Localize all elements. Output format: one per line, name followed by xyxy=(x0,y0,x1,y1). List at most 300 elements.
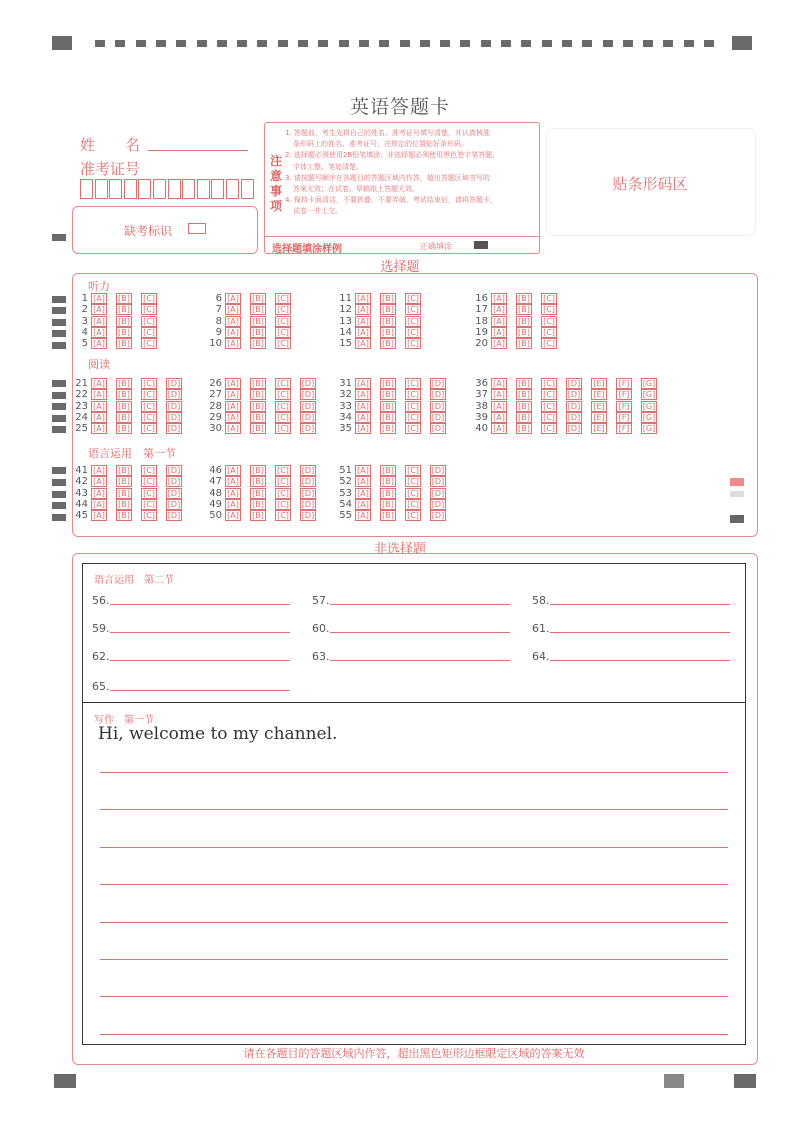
ticket-digit-box[interactable] xyxy=(138,179,151,199)
answer-bubble[interactable]: [C] xyxy=(141,488,157,499)
answer-bubble[interactable]: [D] xyxy=(431,511,445,521)
answer-bubble[interactable]: [B] xyxy=(116,510,132,521)
absent-checkbox[interactable] xyxy=(188,223,206,234)
ticket-digit-box[interactable] xyxy=(124,179,137,199)
answer-bubble[interactable]: [B] xyxy=(116,327,132,338)
answer-bubble[interactable]: [B] xyxy=(250,401,266,412)
answer-bubble[interactable]: [C] xyxy=(141,338,157,349)
answer-bubble[interactable]: [D] xyxy=(301,379,315,388)
answer-bubble[interactable]: [C] xyxy=(405,304,421,315)
answer-bubble[interactable]: [C] xyxy=(275,316,291,327)
fill-in-item[interactable] xyxy=(312,622,330,635)
answer-bubble[interactable]: [C] xyxy=(541,423,557,434)
answer-bubble[interactable]: [B] xyxy=(116,316,132,327)
answer-bubble[interactable]: [C] xyxy=(405,423,421,434)
ticket-digit-box[interactable] xyxy=(197,179,210,199)
question-number: 38 xyxy=(475,400,488,412)
answer-frame-divider xyxy=(82,702,746,703)
fill-in-underline[interactable] xyxy=(110,632,290,633)
answer-bubble[interactable]: [B] xyxy=(250,327,266,338)
answer-bubble[interactable]: [B] xyxy=(116,465,132,476)
answer-bubble[interactable]: [B] xyxy=(380,476,396,487)
ticket-digit-box[interactable] xyxy=(182,179,195,199)
answer-bubble[interactable]: [C] xyxy=(275,389,291,400)
answer-bubble[interactable]: [B] xyxy=(116,338,132,349)
answer-bubble[interactable]: [B] xyxy=(250,389,266,400)
answer-bubble[interactable]: [D] xyxy=(167,424,181,434)
answer-bubble[interactable]: [D] xyxy=(567,424,581,434)
answer-bubble[interactable]: [A] xyxy=(355,378,371,389)
answer-bubble[interactable]: [B] xyxy=(250,304,266,315)
answer-bubble[interactable]: [E] xyxy=(591,389,607,400)
ticket-digit-box[interactable] xyxy=(95,179,108,199)
answer-bubble[interactable]: [B] xyxy=(380,378,396,389)
answer-bubble[interactable]: [C] xyxy=(275,423,291,434)
answer-bubble[interactable]: [A] xyxy=(91,510,107,521)
answer-bubble[interactable]: [C] xyxy=(141,293,157,304)
writing-line[interactable] xyxy=(100,996,728,997)
answer-bubble[interactable]: [B] xyxy=(380,499,396,510)
timing-mark xyxy=(217,40,227,47)
answer-bubble[interactable]: [B] xyxy=(116,423,132,434)
answer-bubble[interactable]: [A] xyxy=(91,338,107,349)
answer-bubble[interactable]: [B] xyxy=(250,510,266,521)
answer-bubble[interactable]: [C] xyxy=(405,488,421,499)
answer-bubble[interactable]: [B] xyxy=(380,412,396,423)
answer-bubble[interactable]: [C] xyxy=(405,465,421,476)
answer-bubble[interactable]: [A] xyxy=(355,423,371,434)
answer-bubble[interactable]: [A] xyxy=(355,401,371,412)
answer-bubble[interactable]: [B] xyxy=(516,293,532,304)
answer-bubble[interactable]: [B] xyxy=(250,378,266,389)
answer-bubble[interactable]: [A] xyxy=(225,510,241,521)
answer-bubble[interactable]: [A] xyxy=(225,378,241,389)
answer-bubble[interactable]: [C] xyxy=(405,510,421,521)
answer-bubble[interactable]: [A] xyxy=(225,499,241,510)
answer-bubble[interactable]: [B] xyxy=(380,401,396,412)
timing-mark xyxy=(420,40,430,47)
answer-bubble[interactable]: [A] xyxy=(355,338,371,349)
answer-bubble[interactable]: [D] xyxy=(567,412,581,422)
choice-question-row xyxy=(472,389,666,400)
answer-bubble[interactable]: [B] xyxy=(516,338,532,349)
writing-line[interactable] xyxy=(100,809,728,810)
answer-bubble[interactable]: [B] xyxy=(250,412,266,423)
ticket-digit-box[interactable] xyxy=(109,179,122,199)
corner-marker-bottom-left xyxy=(54,1074,76,1088)
answer-bubble[interactable]: [F] xyxy=(616,412,632,423)
answer-bubble[interactable]: [C] xyxy=(275,465,291,476)
answer-bubble[interactable]: [B] xyxy=(516,378,532,389)
answer-bubble[interactable]: [A] xyxy=(355,304,371,315)
writing-line[interactable] xyxy=(100,922,728,923)
answer-bubble[interactable]: [G] xyxy=(642,424,656,434)
ticket-digit-box[interactable] xyxy=(168,179,181,199)
answer-bubble[interactable]: [C] xyxy=(275,510,291,521)
answer-bubble[interactable]: [A] xyxy=(225,304,241,315)
question-number: 18 xyxy=(475,315,488,327)
answer-bubble[interactable]: [D] xyxy=(431,401,445,411)
answer-bubble[interactable]: [D] xyxy=(431,412,445,422)
answer-bubble[interactable]: [C] xyxy=(141,304,157,315)
answer-bubble[interactable]: [A] xyxy=(491,293,507,304)
fill-in-number: 65. xyxy=(92,680,110,693)
timing-mark xyxy=(136,40,146,47)
answer-bubble[interactable]: [D] xyxy=(167,477,181,487)
answer-bubble[interactable]: [A] xyxy=(91,316,107,327)
ticket-digit-box[interactable] xyxy=(226,179,239,199)
answer-bubble[interactable]: [B] xyxy=(116,389,132,400)
answer-bubble[interactable]: [C] xyxy=(275,412,291,423)
answer-bubble[interactable]: [C] xyxy=(141,378,157,389)
answer-bubble[interactable]: [D] xyxy=(567,401,581,411)
answer-bubble[interactable]: [B] xyxy=(250,338,266,349)
answer-bubble[interactable]: [A] xyxy=(225,465,241,476)
writing-line[interactable] xyxy=(100,1034,728,1035)
answer-bubble[interactable]: [A] xyxy=(225,401,241,412)
answer-bubble[interactable]: [C] xyxy=(141,316,157,327)
side-mark xyxy=(52,234,66,241)
fill-in-item[interactable] xyxy=(532,594,550,607)
ticket-number-boxes[interactable] xyxy=(80,179,256,201)
answer-bubble[interactable]: [D] xyxy=(431,477,445,487)
answer-bubble[interactable]: [C] xyxy=(275,338,291,349)
answer-bubble[interactable]: [D] xyxy=(167,511,181,521)
fill-in-underline[interactable] xyxy=(550,604,730,605)
answer-bubble[interactable]: [C] xyxy=(275,327,291,338)
writing-line[interactable] xyxy=(100,959,728,960)
fill-in-item[interactable] xyxy=(312,650,330,663)
choice-question-row xyxy=(72,412,191,423)
answer-bubble[interactable]: [C] xyxy=(405,412,421,423)
answer-bubble[interactable]: [D] xyxy=(567,390,581,400)
answer-bubble[interactable]: [C] xyxy=(541,401,557,412)
answer-bubble[interactable]: [C] xyxy=(405,389,421,400)
answer-bubble[interactable]: [D] xyxy=(167,488,181,498)
choice-question-row xyxy=(72,389,191,400)
answer-bubble[interactable]: [C] xyxy=(275,378,291,389)
answer-bubble[interactable]: [E] xyxy=(591,401,607,412)
answer-bubble[interactable]: [C] xyxy=(541,327,557,338)
answer-bubble[interactable]: [B] xyxy=(250,316,266,327)
answer-bubble[interactable]: [D] xyxy=(431,424,445,434)
answer-bubble[interactable]: [A] xyxy=(225,338,241,349)
corner-marker-bottom-mid xyxy=(664,1074,684,1088)
answer-bubble[interactable]: [B] xyxy=(380,327,396,338)
timing-mark xyxy=(278,40,288,47)
answer-bubble[interactable]: [A] xyxy=(91,378,107,389)
timing-mark xyxy=(460,40,470,47)
answer-bubble[interactable]: [F] xyxy=(616,378,632,389)
answer-bubble[interactable]: [B] xyxy=(116,304,132,315)
choice-question-row xyxy=(472,412,666,423)
answer-bubble[interactable]: [B] xyxy=(380,316,396,327)
answer-bubble[interactable]: [D] xyxy=(301,424,315,434)
answer-bubble[interactable]: [B] xyxy=(116,476,132,487)
answer-bubble[interactable]: [A] xyxy=(355,476,371,487)
question-number: 46 xyxy=(209,465,222,476)
question-number: 33 xyxy=(339,400,352,412)
answer-bubble[interactable]: [C] xyxy=(405,499,421,510)
answer-bubble[interactable]: [D] xyxy=(431,466,445,475)
answer-bubble[interactable]: [D] xyxy=(567,379,581,388)
choice-question-row xyxy=(72,338,166,349)
answer-bubble[interactable]: [A] xyxy=(355,293,371,304)
answer-bubble[interactable]: [B] xyxy=(516,327,532,338)
handwritten-answer[interactable]: Hi, welcome to my channel. xyxy=(98,724,338,744)
answer-bubble[interactable]: [C] xyxy=(141,499,157,510)
question-number: 1 xyxy=(81,293,88,304)
writing-line[interactable] xyxy=(100,772,728,773)
answer-bubble[interactable]: [B] xyxy=(516,316,532,327)
choice-question-row xyxy=(206,327,300,338)
answer-bubble[interactable]: [A] xyxy=(355,316,371,327)
answer-bubble[interactable]: [A] xyxy=(91,412,107,423)
answer-bubble[interactable]: [A] xyxy=(225,293,241,304)
question-number: 5 xyxy=(81,338,88,350)
answer-bubble[interactable]: [C] xyxy=(541,304,557,315)
answer-bubble[interactable]: [B] xyxy=(380,293,396,304)
fill-in-underline[interactable] xyxy=(550,632,730,633)
answer-bubble[interactable]: [A] xyxy=(225,476,241,487)
answer-bubble[interactable]: [B] xyxy=(250,465,266,476)
answer-bubble[interactable]: [C] xyxy=(541,378,557,389)
answer-bubble[interactable]: [B] xyxy=(380,488,396,499)
answer-bubble[interactable]: [D] xyxy=(431,379,445,388)
answer-bubble[interactable]: [A] xyxy=(355,465,371,476)
answer-bubble[interactable]: [A] xyxy=(91,327,107,338)
answer-bubble[interactable]: [A] xyxy=(91,488,107,499)
notice-line: 3. 请按题号顺序在各题目的答题区域内作答，超出答题区域书写的 xyxy=(285,173,490,182)
ticket-digit-box[interactable] xyxy=(241,179,254,199)
answer-bubble[interactable]: [B] xyxy=(516,304,532,315)
answer-bubble[interactable]: [D] xyxy=(301,412,315,422)
answer-bubble[interactable]: [C] xyxy=(275,401,291,412)
answer-bubble[interactable]: [C] xyxy=(405,476,421,487)
fill-in-underline[interactable] xyxy=(330,660,510,661)
answer-bubble[interactable]: [G] xyxy=(642,401,656,411)
answer-bubble[interactable]: [C] xyxy=(141,412,157,423)
answer-bubble[interactable]: [D] xyxy=(431,499,445,509)
answer-bubble[interactable]: [C] xyxy=(141,327,157,338)
answer-bubble[interactable]: [A] xyxy=(491,316,507,327)
answer-bubble[interactable]: [A] xyxy=(225,316,241,327)
answer-bubble[interactable]: [C] xyxy=(405,327,421,338)
answer-bubble[interactable]: [C] xyxy=(141,510,157,521)
answer-bubble[interactable]: [A] xyxy=(355,510,371,521)
answer-bubble[interactable]: [B] xyxy=(116,412,132,423)
fill-in-underline[interactable] xyxy=(330,604,510,605)
choice-question-row xyxy=(336,401,455,412)
answer-bubble[interactable]: [D] xyxy=(167,412,181,422)
question-number: 25 xyxy=(75,423,88,435)
choice-question-row xyxy=(206,488,325,499)
answer-bubble[interactable]: [A] xyxy=(491,412,507,423)
timing-mark xyxy=(704,40,714,47)
answer-bubble[interactable]: [C] xyxy=(405,401,421,412)
fill-in-underline[interactable] xyxy=(110,690,290,691)
answer-bubble[interactable]: [B] xyxy=(380,389,396,400)
answer-bubble[interactable]: [D] xyxy=(167,499,181,509)
answer-bubble[interactable]: [D] xyxy=(167,390,181,400)
question-number: 52 xyxy=(339,476,352,488)
answer-bubble[interactable]: [D] xyxy=(431,390,445,400)
answer-bubble[interactable]: [G] xyxy=(642,390,656,400)
answer-bubble[interactable]: [B] xyxy=(116,401,132,412)
answer-bubble[interactable]: [C] xyxy=(141,423,157,434)
name-field[interactable] xyxy=(148,150,248,151)
answer-bubble[interactable]: [A] xyxy=(225,389,241,400)
fill-in-underline[interactable] xyxy=(110,660,290,661)
answer-bubble[interactable]: [A] xyxy=(355,412,371,423)
answer-bubble[interactable]: [C] xyxy=(541,412,557,423)
answer-bubble[interactable]: [C] xyxy=(405,378,421,389)
answer-bubble[interactable]: [A] xyxy=(91,476,107,487)
fill-in-underline[interactable] xyxy=(330,632,510,633)
answer-bubble[interactable]: [D] xyxy=(431,488,445,498)
answer-bubble[interactable]: [E] xyxy=(591,412,607,423)
answer-bubble[interactable]: [G] xyxy=(642,379,656,388)
answer-bubble[interactable]: [D] xyxy=(167,401,181,411)
answer-bubble[interactable]: [A] xyxy=(91,401,107,412)
corner-marker-top-left xyxy=(52,36,72,50)
answer-bubble[interactable]: [F] xyxy=(616,401,632,412)
answer-bubble[interactable]: [B] xyxy=(516,389,532,400)
answer-bubble[interactable]: [D] xyxy=(301,401,315,411)
answer-bubble[interactable]: [D] xyxy=(301,488,315,498)
answer-bubble[interactable]: [A] xyxy=(491,327,507,338)
fill-in-underline[interactable] xyxy=(110,604,290,605)
answer-bubble[interactable]: [A] xyxy=(491,423,507,434)
writing-line[interactable] xyxy=(100,847,728,848)
answer-bubble[interactable]: [A] xyxy=(225,423,241,434)
choice-question-row xyxy=(472,304,566,315)
answer-bubble[interactable]: [A] xyxy=(91,389,107,400)
fill-in-item[interactable] xyxy=(92,680,110,693)
choice-question-row xyxy=(472,338,566,349)
answer-bubble[interactable]: [B] xyxy=(516,401,532,412)
answer-bubble[interactable]: [F] xyxy=(616,389,632,400)
answer-bubble[interactable]: [A] xyxy=(491,378,507,389)
answer-bubble[interactable]: [A] xyxy=(491,401,507,412)
answer-bubble[interactable]: [D] xyxy=(167,466,181,475)
answer-bubble[interactable]: [A] xyxy=(355,327,371,338)
fill-in-item[interactable] xyxy=(532,650,550,663)
answer-bubble[interactable]: [A] xyxy=(91,423,107,434)
fill-in-item[interactable] xyxy=(92,622,110,635)
answer-frame xyxy=(82,563,746,1045)
answer-bubble[interactable]: [C] xyxy=(141,465,157,476)
answer-bubble[interactable]: [B] xyxy=(380,423,396,434)
fill-in-underline[interactable] xyxy=(550,660,730,661)
answer-bubble[interactable]: [A] xyxy=(491,304,507,315)
answer-bubble[interactable]: [B] xyxy=(116,293,132,304)
notice-line: 字体工整、笔迹清楚。 xyxy=(293,162,363,171)
answer-bubble[interactable]: [C] xyxy=(541,316,557,327)
answer-bubble[interactable]: [E] xyxy=(591,423,607,434)
answer-bubble[interactable]: [A] xyxy=(91,304,107,315)
answer-bubble[interactable]: [A] xyxy=(355,389,371,400)
ticket-digit-box[interactable] xyxy=(153,179,166,199)
answer-bubble[interactable]: [D] xyxy=(301,477,315,487)
answer-bubble[interactable]: [A] xyxy=(91,293,107,304)
answer-bubble[interactable]: [E] xyxy=(591,378,607,389)
ticket-digit-box[interactable] xyxy=(80,179,93,199)
answer-bubble[interactable]: [C] xyxy=(141,389,157,400)
answer-bubble[interactable]: [C] xyxy=(541,338,557,349)
answer-bubble[interactable]: [D] xyxy=(301,499,315,509)
answer-bubble[interactable]: [D] xyxy=(301,390,315,400)
choice-question-row xyxy=(206,401,325,412)
answer-bubble[interactable]: [B] xyxy=(116,378,132,389)
writing-line[interactable] xyxy=(100,884,728,885)
answer-bubble[interactable]: [C] xyxy=(275,293,291,304)
answer-bubble[interactable]: [A] xyxy=(91,465,107,476)
answer-bubble[interactable]: [B] xyxy=(250,423,266,434)
answer-bubble[interactable]: [D] xyxy=(301,511,315,521)
answer-bubble[interactable]: [B] xyxy=(516,423,532,434)
answer-bubble[interactable]: [C] xyxy=(405,293,421,304)
fill-in-item[interactable] xyxy=(92,594,110,607)
answer-bubble[interactable]: [C] xyxy=(141,401,157,412)
fill-in-item[interactable] xyxy=(312,594,330,607)
answer-bubble[interactable]: [B] xyxy=(116,499,132,510)
answer-bubble[interactable]: [A] xyxy=(225,488,241,499)
answer-bubble[interactable]: [A] xyxy=(491,338,507,349)
reading-label: 阅读 xyxy=(88,358,110,371)
answer-bubble[interactable]: [C] xyxy=(541,293,557,304)
answer-bubble[interactable]: [C] xyxy=(541,389,557,400)
answer-bubble[interactable]: [C] xyxy=(275,476,291,487)
answer-bubble[interactable]: [G] xyxy=(642,412,656,422)
answer-bubble[interactable]: [C] xyxy=(275,488,291,499)
answer-bubble[interactable]: [B] xyxy=(250,488,266,499)
answer-bubble[interactable]: [B] xyxy=(116,488,132,499)
question-number: 24 xyxy=(75,411,88,423)
answer-bubble[interactable]: [D] xyxy=(301,466,315,475)
fill-in-item[interactable] xyxy=(92,650,110,663)
answer-bubble[interactable]: [A] xyxy=(225,327,241,338)
answer-bubble[interactable]: [A] xyxy=(355,499,371,510)
answer-bubble[interactable]: [C] xyxy=(405,338,421,349)
answer-bubble[interactable]: [C] xyxy=(405,316,421,327)
fill-in-item[interactable] xyxy=(532,622,550,635)
answer-bubble[interactable]: [B] xyxy=(250,293,266,304)
notice-line: 4. 保持卡面清洁，不要折叠、不要弄破、考试结束后，请将答题卡， xyxy=(285,196,497,205)
answer-bubble[interactable]: [B] xyxy=(380,338,396,349)
answer-bubble[interactable]: [C] xyxy=(141,476,157,487)
answer-bubble[interactable]: [B] xyxy=(516,412,532,423)
answer-bubble[interactable]: [C] xyxy=(275,499,291,510)
answer-bubble[interactable]: [B] xyxy=(380,510,396,521)
choice-question-row xyxy=(336,316,430,327)
question-number: 9 xyxy=(215,326,222,338)
answer-bubble[interactable]: [A] xyxy=(355,488,371,499)
choice-question-row xyxy=(206,510,325,521)
fill-in-number: 61. xyxy=(532,622,550,635)
answer-bubble[interactable]: [B] xyxy=(380,304,396,315)
answer-bubble[interactable]: [F] xyxy=(616,423,632,434)
answer-bubble[interactable]: [A] xyxy=(225,412,241,423)
answer-bubble[interactable]: [B] xyxy=(250,499,266,510)
answer-bubble[interactable]: [C] xyxy=(275,304,291,315)
answer-bubble[interactable]: [A] xyxy=(491,389,507,400)
ticket-digit-box[interactable] xyxy=(211,179,224,199)
answer-bubble[interactable]: [B] xyxy=(380,465,396,476)
answer-bubble[interactable]: [D] xyxy=(167,379,181,388)
answer-bubble[interactable]: [B] xyxy=(250,476,266,487)
answer-bubble[interactable]: [A] xyxy=(91,499,107,510)
